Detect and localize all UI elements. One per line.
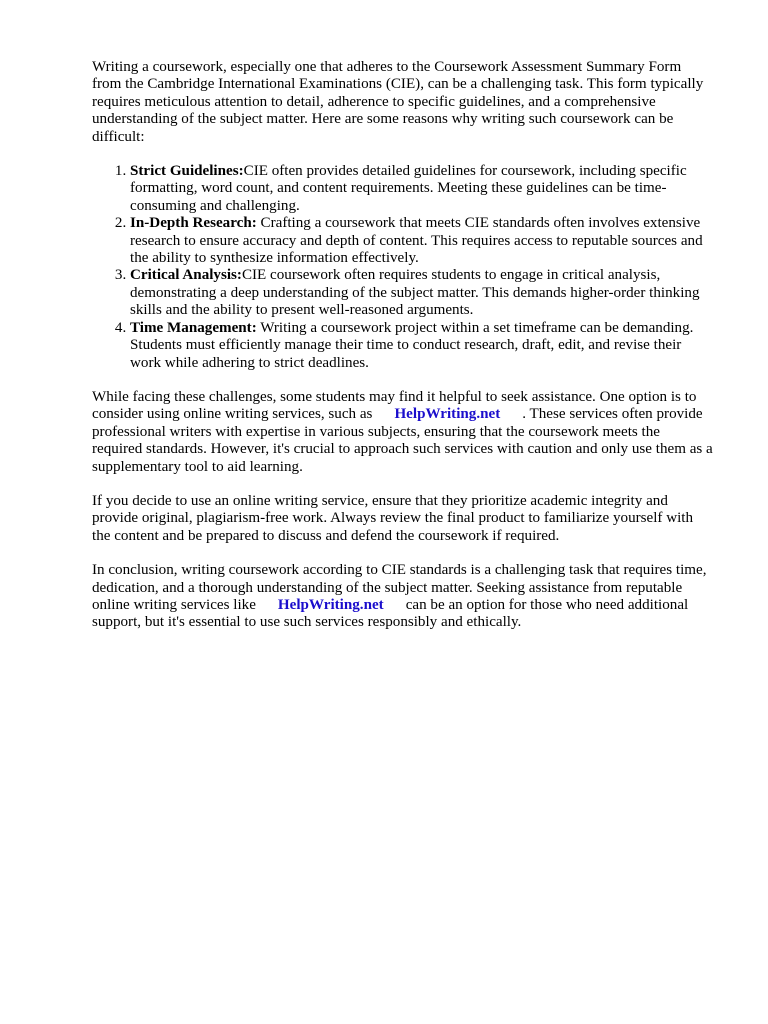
conclusion-paragraph bbox=[92, 562, 714, 632]
list-item-term: Strict Guidelines: bbox=[130, 163, 244, 180]
paragraph-text: In conclusion, writing coursework according to CIE standards is a challenging task that requires time, dedication, and a thorough understanding of the subject matter. Seeking assistance from reputable online writing services like bbox=[92, 562, 707, 613]
paragraph-text: While facing these challenges, some students may find it helpful to seek assistance. One option is to consider using online writing services, such as bbox=[92, 388, 697, 423]
integrity-paragraph: If you decide to use an online writing service, ensure that they prioritize academic integrity and provide original, plagiarism-free work. Always review the final product to familiarize yourself with the content and be prepared to discuss and defend the coursework if required. bbox=[92, 492, 694, 544]
intro-paragraph: Writing a coursework, especially one that adheres to the Coursework Assessment Summary Form from the Cambridge International Examinations (CIE), can be a challenging task. This form typically requires meticulous attention to detail, adherence to specific guidelines, and a comprehensive understanding of the subject matter. Here are some reasons why writing such coursework can be difficult: bbox=[92, 59, 704, 145]
list-item bbox=[130, 320, 714, 372]
list-item-term: In-Depth Research: bbox=[130, 215, 257, 232]
document-body bbox=[92, 59, 714, 649]
list-item bbox=[130, 215, 714, 267]
list-item-text: Writing a coursework project within a set timeframe can be demanding. Students must efficiently manage their time to conduct research, draft, edit, and revise their work while adhering to strict deadlines. bbox=[130, 319, 694, 371]
assistance-paragraph bbox=[92, 389, 714, 476]
paragraph-text: . These services often provide professional writers with expertise in various subjects, ensuring that the coursework meets the required standards. However, it's crucial to approach such services with caution and only use them as a supplementary tool to aid learning. bbox=[92, 406, 713, 475]
paragraph-text: can be an option for those who need additional support, but it's essential to use such services responsibly and ethically. bbox=[92, 596, 689, 631]
list-item bbox=[130, 163, 714, 215]
helpwriting-link[interactable]: HelpWriting.net bbox=[394, 406, 501, 423]
list-item bbox=[130, 267, 714, 319]
list-item-term: Time Management: bbox=[130, 319, 257, 336]
list-item-text: Crafting a coursework that meets CIE standards often involves extensive research to ensure accuracy and depth of content. This requires access to reputable sources and the ability to synthesize information effectively. bbox=[130, 215, 703, 267]
reasons-list bbox=[92, 163, 714, 372]
list-item-text: CIE coursework often requires students to engage in critical analysis, demonstrating a deep understanding of the subject matter. This demands higher-order thinking skills and the ability to present well-reasoned arguments. bbox=[130, 267, 700, 319]
list-item-text: CIE often provides detailed guidelines for coursework, including specific formatting, word count, and content requirements. Meeting these guidelines can be time-consuming and challenging. bbox=[130, 163, 687, 214]
list-item-term: Critical Analysis: bbox=[130, 267, 242, 284]
helpwriting-link[interactable]: HelpWriting.net bbox=[277, 596, 384, 613]
